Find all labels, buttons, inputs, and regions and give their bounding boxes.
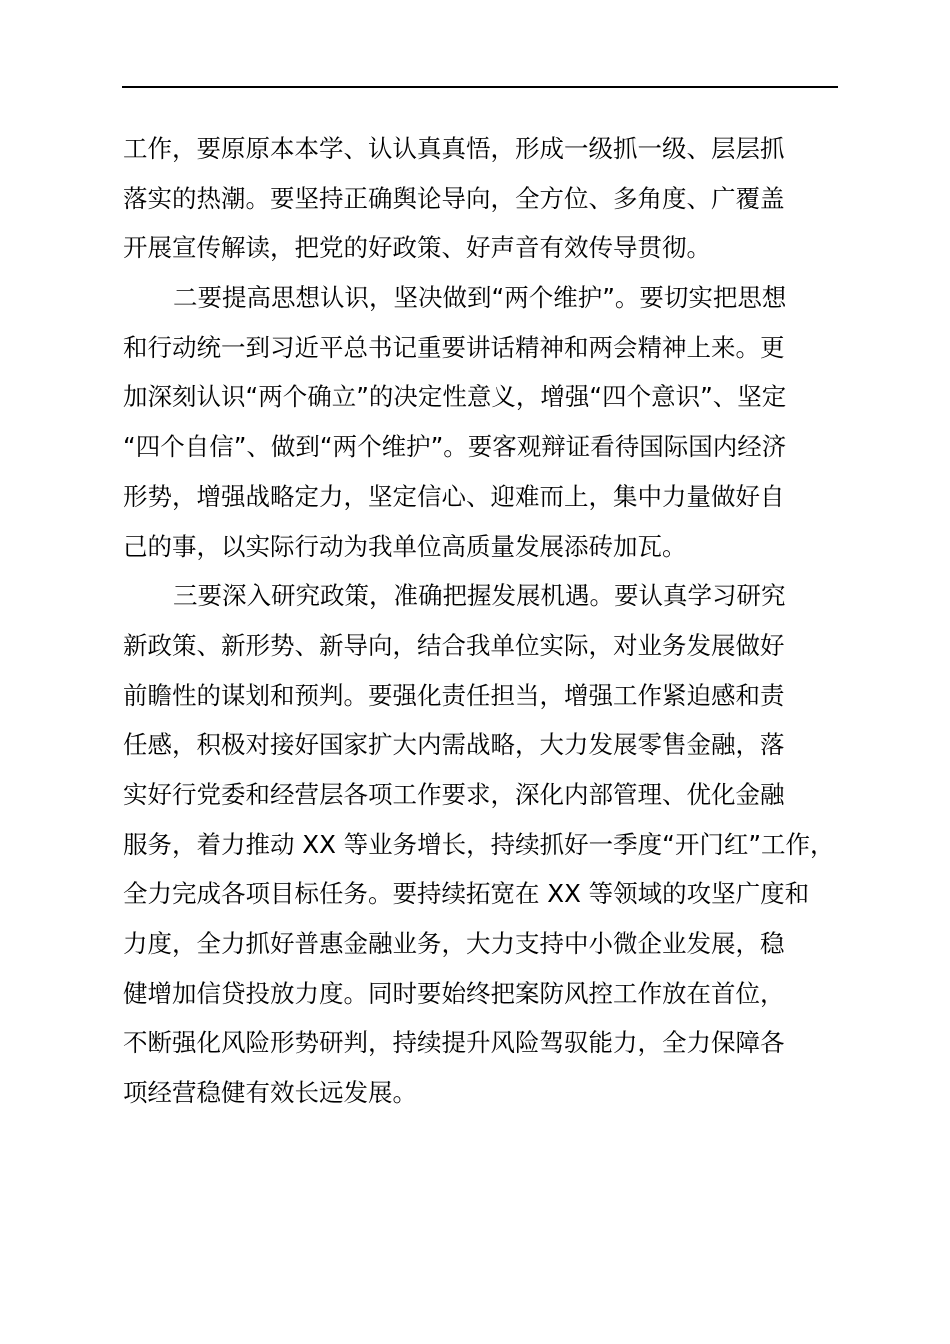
text-line: 和行动统一到习近平总书记重要讲话精神和两会精神上来。更 <box>123 332 785 362</box>
text-line: 力度，全力抓好普惠金融业务，大力支持中小微企业发展，稳 <box>123 929 785 958</box>
text-line: 服务，着力推动 XX 等业务增长，持续抓好一季度“开门红”工作， <box>123 829 835 859</box>
text-line: 己的事，以实际行动为我单位高质量发展添砖加瓦。 <box>123 531 687 561</box>
header-rule <box>122 86 838 88</box>
text-line: 不断强化风险形势研判，持续提升风险驾驭能力，全力保障各 <box>123 1028 785 1058</box>
text-line: 开展宣传解读，把党的好政策、好声音有效传导贯彻。 <box>123 233 711 263</box>
text-line: 实好行党委和经营层各项工作要求，深化内部管理、优化金融 <box>123 779 785 809</box>
text-line: 新政策、新形势、新导向，结合我单位实际，对业务发展做好 <box>123 630 785 660</box>
text-line: 形势，增强战略定力，坚定信心、迎难而上，集中力量做好自 <box>123 481 785 511</box>
text-line: 任感，积极对接好国家扩大内需战略，大力发展零售金融，落 <box>123 730 785 760</box>
text-line: 全力完成各项目标任务。要持续拓宽在 XX 等领域的攻坚广度和 <box>123 879 810 909</box>
text-line: “四个自信”、做到“两个维护”。要客观辩证看待国际国内经济 <box>123 432 787 462</box>
text-line: 健增加信贷投放力度。同时要始终把案防风控工作放在首位， <box>123 978 785 1008</box>
text-line: 加深刻认识“两个确立”的决定性意义，增强“四个意识”、坚定 <box>123 382 787 412</box>
body-text <box>123 124 839 1118</box>
paragraph-3-first-line: 三要深入研究政策，准确把握发展机遇。要认真学习研究 <box>173 581 786 611</box>
text-line: 工作，要原原本本学、认认真真悟，形成一级抓一级、层层抓 <box>123 134 785 163</box>
paragraph-2-first-line: 二要提高思想认识，坚决做到“两个维护”。要切实把思想 <box>173 283 787 313</box>
text-line: 项经营稳健有效长远发展。 <box>123 1078 417 1108</box>
text-line: 前瞻性的谋划和预判。要强化责任担当，增强工作紧迫感和责 <box>123 680 785 710</box>
text-line: 落实的热潮。要坚持正确舆论导向，全方位、多角度、广覆盖 <box>123 183 785 213</box>
